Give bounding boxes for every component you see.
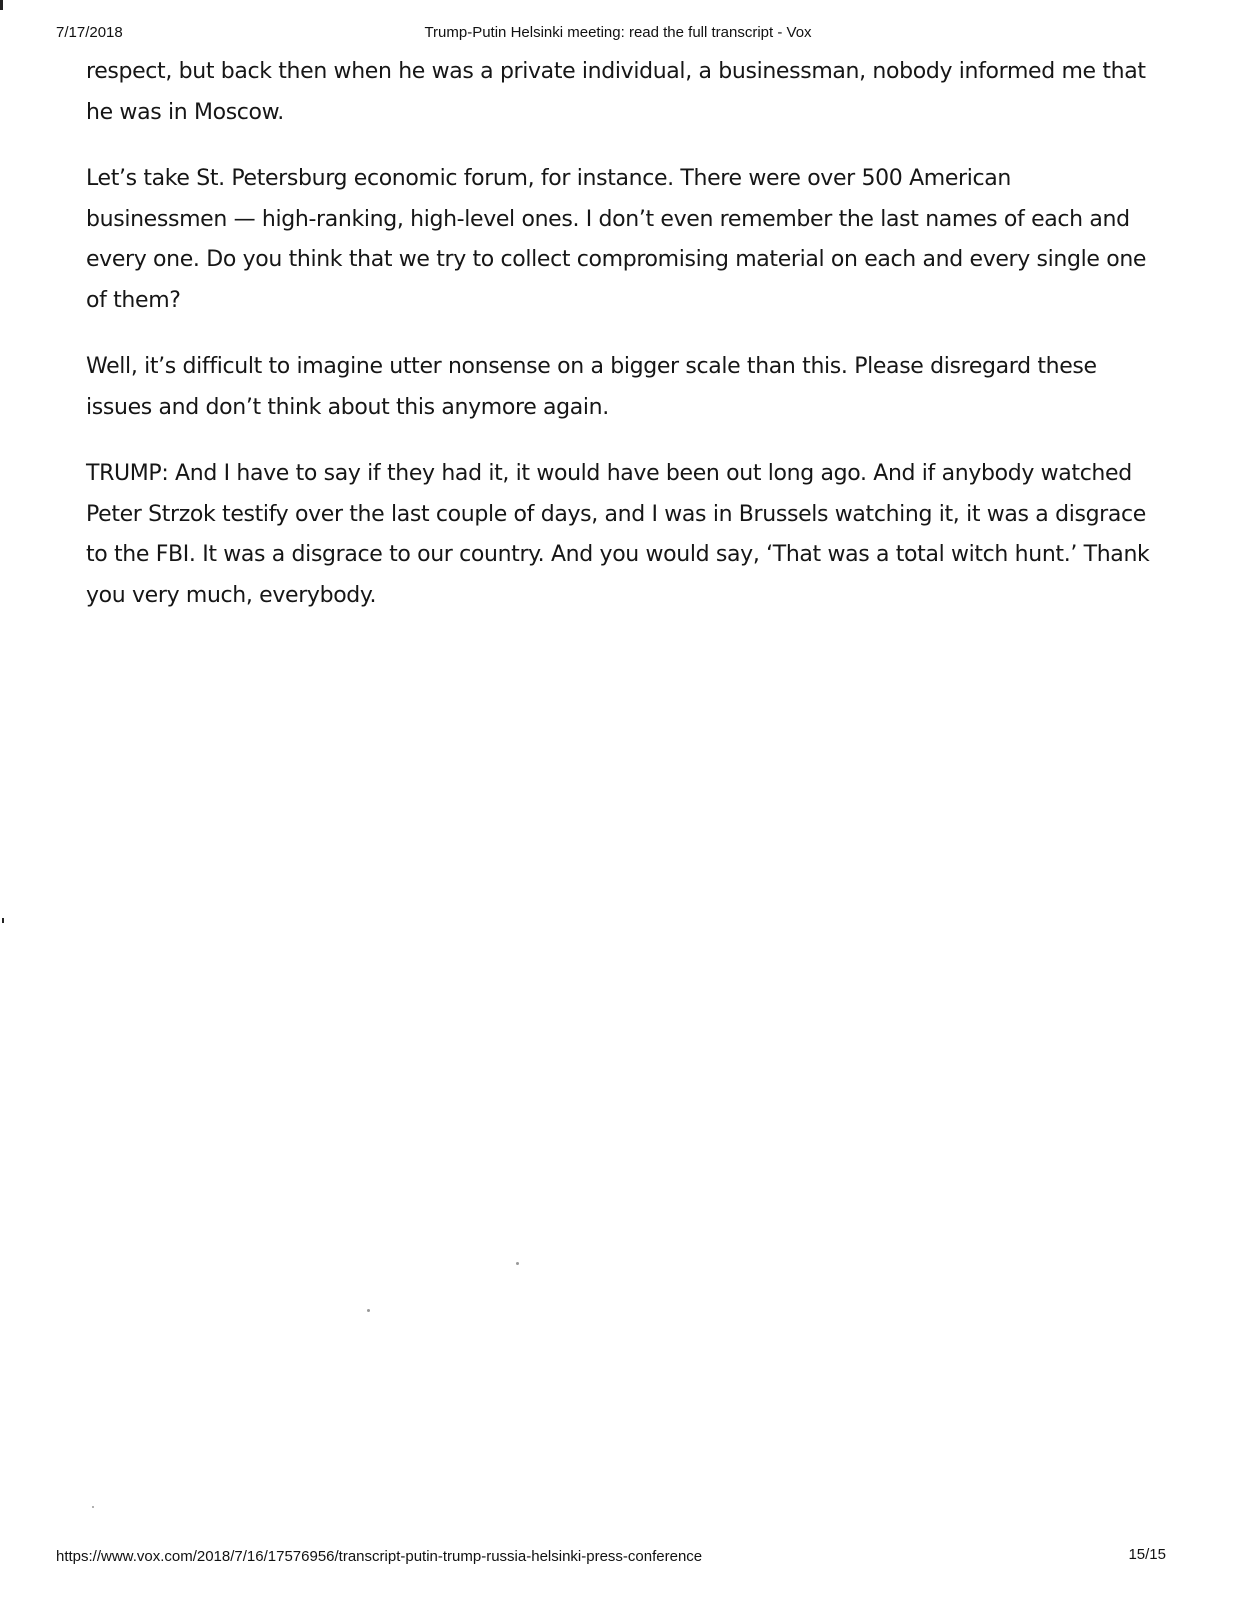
- article-body: [86, 52, 1156, 642]
- article-paragraph: Well, it’s difficult to imagine utter nonsense on a bigger scale than this. Please disregard these issues and don’t think about this anymore again.: [86, 354, 1097, 420]
- scan-speck: [92, 1506, 94, 1508]
- print-page-title: Trump-Putin Helsinki meeting: read the full transcript - Vox: [424, 24, 812, 41]
- print-date: 7/17/2018: [56, 24, 123, 41]
- print-page-number: 15/15: [1128, 1546, 1166, 1563]
- scan-edge-mark: [0, 0, 3, 10]
- article-paragraph: Let’s take St. Petersburg economic forum, for instance. There were over 500 American businessmen — high-ranking, high-level ones. I don’t even remember the last names of each and every one. Do you think that we try to collect compromising material on each and every single one of them?: [86, 166, 1147, 313]
- print-source-url: https://www.vox.com/2018/7/16/17576956/transcript-putin-trump-russia-helsinki-press-conference: [56, 1548, 703, 1565]
- scan-speck: [367, 1309, 370, 1312]
- scan-edge-mark: [2, 918, 4, 923]
- scan-speck: [516, 1262, 519, 1265]
- article-paragraph: TRUMP: And I have to say if they had it, it would have been out long ago. And if anybody watched Peter Strzok testify over the last couple of days, and I was in Brussels watching it, it was a disgrace to the FBI. It was a disgrace to our country. And you would say, ‘That was a total witch hunt.’ Thank you very much, everybody.: [86, 461, 1150, 608]
- article-paragraph: respect, but back then when he was a private individual, a businessman, nobody informed me that he was in Moscow.: [86, 59, 1146, 125]
